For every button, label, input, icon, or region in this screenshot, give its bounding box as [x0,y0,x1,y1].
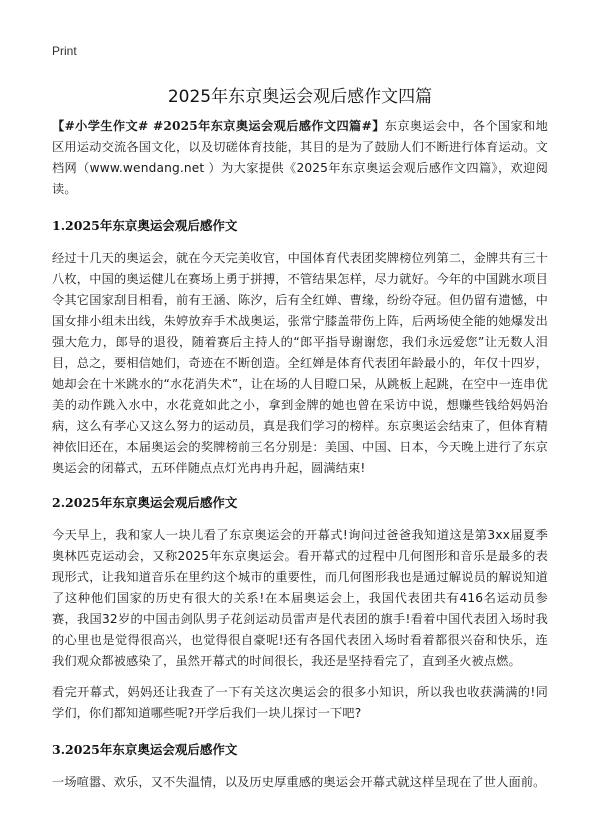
section-2-paragraph-1: 今天早上，我和家人一块儿看了东京奥运会的开幕式!询问过爸爸我知道这是第3xx届夏季奥林匹克运动会，又称2025年东京奥运会。看开幕式的过程中几何图形和音乐是最多的表现形式，让我知道音乐在里约这个城市的重要性，而几何图形我也是通过解说员的解说知道了这种他们国家的历史有很大的关系!在本届奥运会上，我国代表团共有416名运动员参赛，我国32岁的中国击剑队男子花剑运动员雷声是代表团的旗手!看着中国代表团入场时我的心里也是觉得很高兴，也觉得很自豪呢!还有各国代表团入场时看着都很兴奋和快乐，连我们观众都被感染了，虽然开幕式的时间很长，我还是坚持看完了，直到圣火被点燃。 [52,528,548,668]
section-1-paragraph-1: 经过十几天的奥运会，就在今天完美收官，中国体育代表团奖牌榜位列第二，金牌共有三十八枚，中国的奥运健儿在赛场上勇于拼搏，不管结果怎样，尽力就好。今年的中国跳水项目令其它国家刮目相看，前有王涵、陈汐，后有全红婵、曹缘，纷纷夺冠。但仍留有遗憾，中国女排小组未出线，朱婷放弃手术战奥运，张常宁膝盖带伤上阵，后两场使全能的她爆发出强大危力，郎导的退役，随着赛后主持人的“郎平指导谢谢您，我们永远爱您”让无数人泪目，总之，要相信她们，奇迹在不断创造。全红婵是体育代表团年龄最小的，年仅十四岁，她却会在十米跳水的“水花消失术”，让在场的人目瞪口呆，从跳板上起跳，在空中一连串优美的动作跳入水中，水花竟如此之小，拿到金牌的她也曾在采访中说，想赚些钱给妈妈治病，这么有孝心又这么努力的运动员，真是我们学习的榜样。东京奥运会结束了，但体育精神依旧还在，本届奥运会的奖牌榜前三名分别是：美国、中国、日本，今天晚上进行了东京奥运会的闭幕式，五环伴随点点灯光冉冉升起，圆满结束! [52,251,548,475]
page-title: 2025年东京奥运会观后感作文四篇 [167,87,433,107]
intro-text: 东京奥运会中，各个国家和地区用运动交流各国文化，以及切磋体育技能，其目的是为了鼓励人们不断进行体育运动。文档网（www.wendang.net ）为大家提供《2025年东京奥运会观后感作文四篇》，欢迎阅读。 [52,119,548,196]
section-2-paragraph-2: 看完开幕式，妈妈还让我查了一下有关这次奥运会的很多小知识，所以我也收获满满的!同学们，你们都知道哪些呢?开学后我们一块儿探讨一下吧? [52,685,548,720]
intro-tag: 【#小学生作文# #2025年东京奥运会观后感作文四篇#】 [52,119,385,133]
intro-paragraph [52,116,548,200]
article-body [52,116,548,793]
section-heading-2: 2.2025年东京奥运会观后感作文 [52,495,238,510]
section-heading-3: 3.2025年东京奥运会观后感作文 [52,742,238,757]
section-heading-1: 1.2025年东京奥运会观后感作文 [52,218,238,233]
section-3-paragraph-1: 一场喧嚣、欢乐，又不失温情，以及历史厚重感的奥运会开幕式就这样呈现在了世人面前。 [52,775,546,789]
print-link[interactable]: Print [52,44,77,58]
